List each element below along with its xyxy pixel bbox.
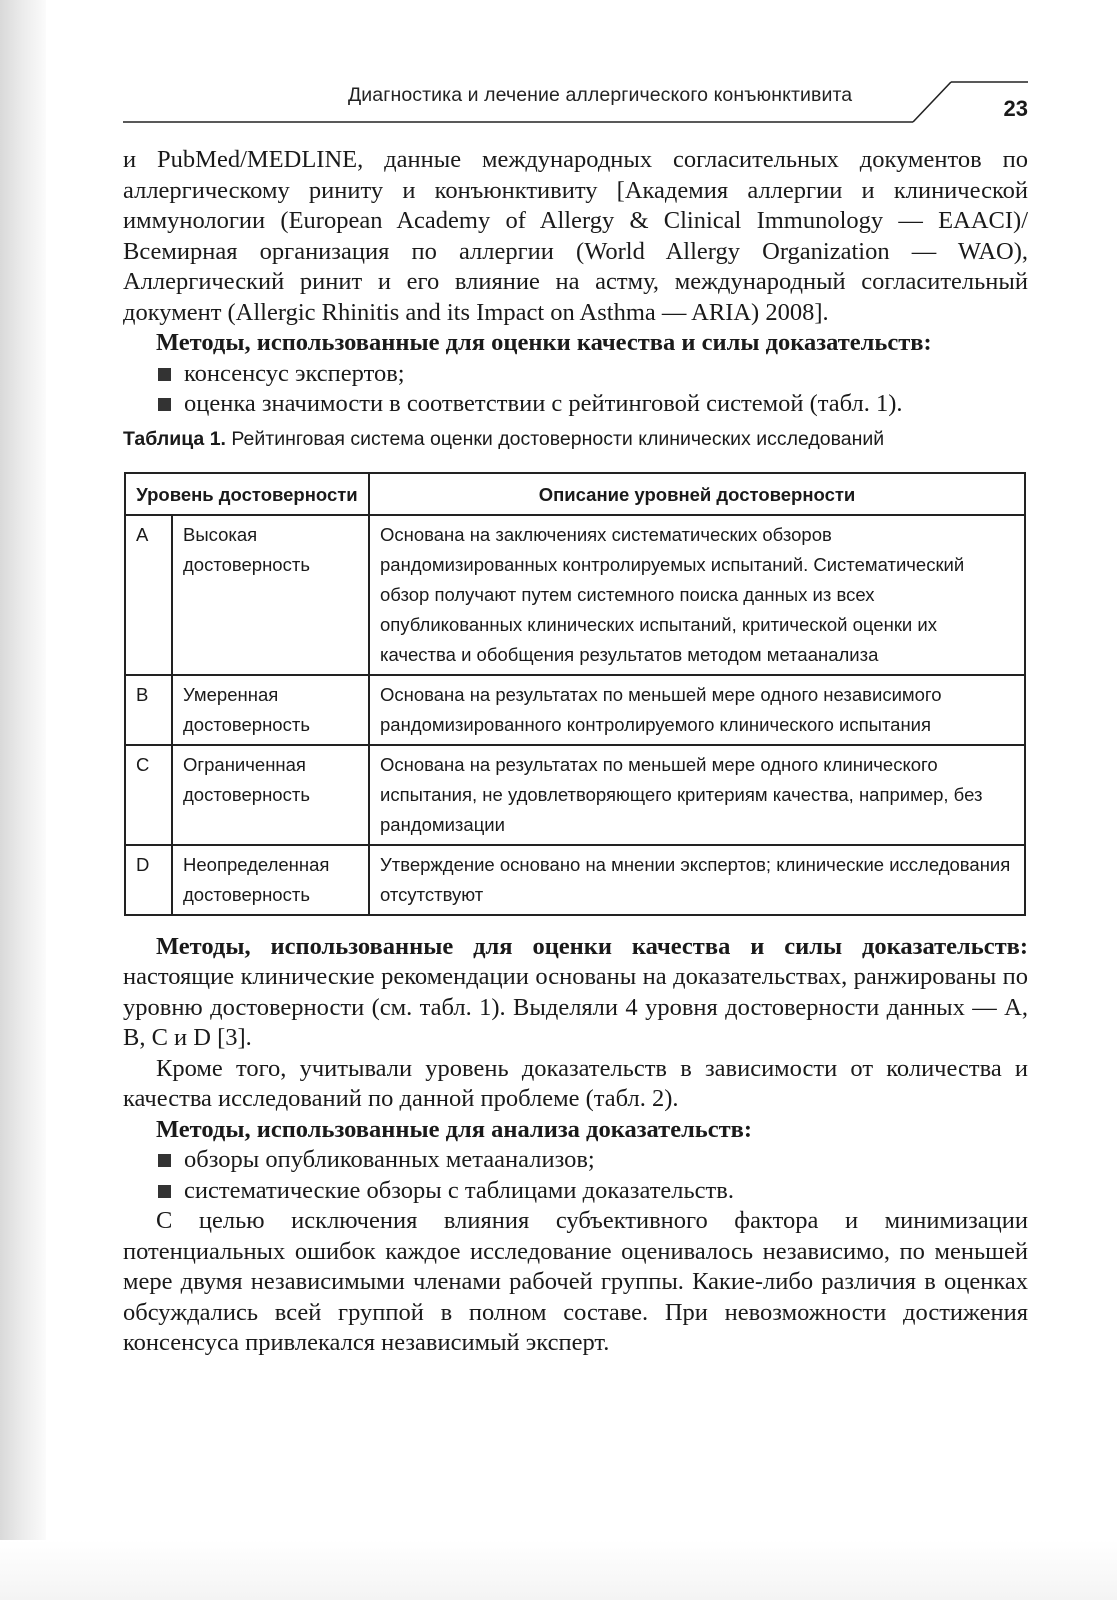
- row-name: Умеренная достоверность: [172, 675, 369, 745]
- square-bullet-icon: [158, 1154, 171, 1167]
- list-item: оценка значимости в соответствии с рейтинговой системой (табл. 1).: [156, 389, 1028, 420]
- scan-bottom: [0, 1540, 1117, 1600]
- methods-quality-heading: Методы, использованные для оценки качества и силы доказательств:: [156, 329, 932, 356]
- row-code: D: [125, 845, 172, 915]
- square-bullet-icon: [158, 398, 171, 411]
- list-item: обзоры опубликованных метаанализов;: [156, 1145, 1028, 1176]
- final-paragraph: С целью исключения влияния субъективного фактора и минимизации потенциальных ошибок каждое исследование оценивалось независимо, по меньшей мере двумя независимыми членами рабочей группы. Какие-либо различия в оценках обсуждались всей группой в полном составе. При невозможности достижения консенсуса привлекался независимый эксперт.: [123, 1207, 1028, 1356]
- intro-paragraph: и PubMed/MEDLINE, данные международных согласительных документов по аллергическому риниту и конъюнктивиту [Академия аллергии и клинической иммунологии (European Academy of Allergy & Clinical Immunology — EAACI)/Всемирная организация по аллергии (World Allergy Organization — WAO), Аллергический ринит и его влияние на астму, международный согласительный документ (Allergic Rhinitis and its Impact on Asthma — ARIA) 2008].: [123, 146, 1028, 326]
- row-code: C: [125, 745, 172, 845]
- row-description: Утверждение основано на мнении экспертов; клинические исследования отсутствуют: [369, 845, 1025, 915]
- square-bullet-icon: [158, 368, 171, 381]
- scan-shadow: [0, 0, 46, 1600]
- table-row: [125, 845, 1025, 915]
- additional-paragraph: Кроме того, учитывали уровень доказательств в зависимости от количества и качества исследований по данной проблеме (табл. 2).: [123, 1054, 1028, 1112]
- methods-quality-heading-2: Методы, использованные для оценки качества и силы доказательств:: [156, 932, 1028, 960]
- running-title: Диагностика и лечение аллергического конъюнктивита: [348, 84, 853, 106]
- table-caption: [123, 426, 1028, 452]
- page-header: [123, 80, 1028, 130]
- methods-quality-list: [123, 359, 1028, 420]
- row-name: Неопределенная достоверность: [172, 845, 369, 915]
- methods-analysis-list: [123, 1145, 1028, 1206]
- row-name: Высокая достоверность: [172, 515, 369, 675]
- methods-quality-paragraph: [123, 932, 1028, 1054]
- header-level: Уровень достоверности: [125, 473, 369, 515]
- table-row: [125, 745, 1025, 845]
- header-description: Описание уровней достоверности: [369, 473, 1025, 515]
- row-description: Основана на результатах по меньшей мере одного клинического испытания, не удовлетворяющего критериям качества, например, без рандомизации: [369, 745, 1025, 845]
- list-item: систематические обзоры с таблицами доказательств.: [156, 1176, 1028, 1207]
- table-row: [125, 675, 1025, 745]
- table-header-row: [125, 473, 1025, 515]
- row-name: Ограниченная достоверность: [172, 745, 369, 845]
- list-item: консенсус экспертов;: [156, 359, 1028, 390]
- row-code: B: [125, 675, 172, 745]
- methods-analysis-heading: Методы, использованные для анализа доказательств:: [156, 1115, 753, 1143]
- table-row: [125, 515, 1025, 675]
- row-description: Основана на заключениях систематических обзоров рандомизированных контролируемых испытаний. Систематический обзор получают путем системного поиска данных из всех опубликованных клинических испытаний, критической оценки их качества и обобщения результатов методом метаанализа: [369, 515, 1025, 675]
- evidence-table: [124, 472, 1026, 916]
- page-content: [123, 145, 1028, 1359]
- page-number: 23: [1003, 96, 1028, 121]
- row-description: Основана на результатах по меньшей мере одного независимого рандомизированного контролируемого клинического испытания: [369, 675, 1025, 745]
- square-bullet-icon: [158, 1185, 171, 1198]
- methods-quality-text-2: настоящие клинические рекомендации основаны на доказательствах, ранжированы по уровню достоверности (см. табл. 1). Выделяли 4 уровня достоверности данных — A, B, C и D [3].: [123, 963, 1028, 1051]
- table-caption-text: Рейтинговая система оценки достоверности клинических исследований: [225, 427, 885, 450]
- row-code: A: [125, 515, 172, 675]
- table-caption-label: Таблица 1.: [123, 427, 226, 450]
